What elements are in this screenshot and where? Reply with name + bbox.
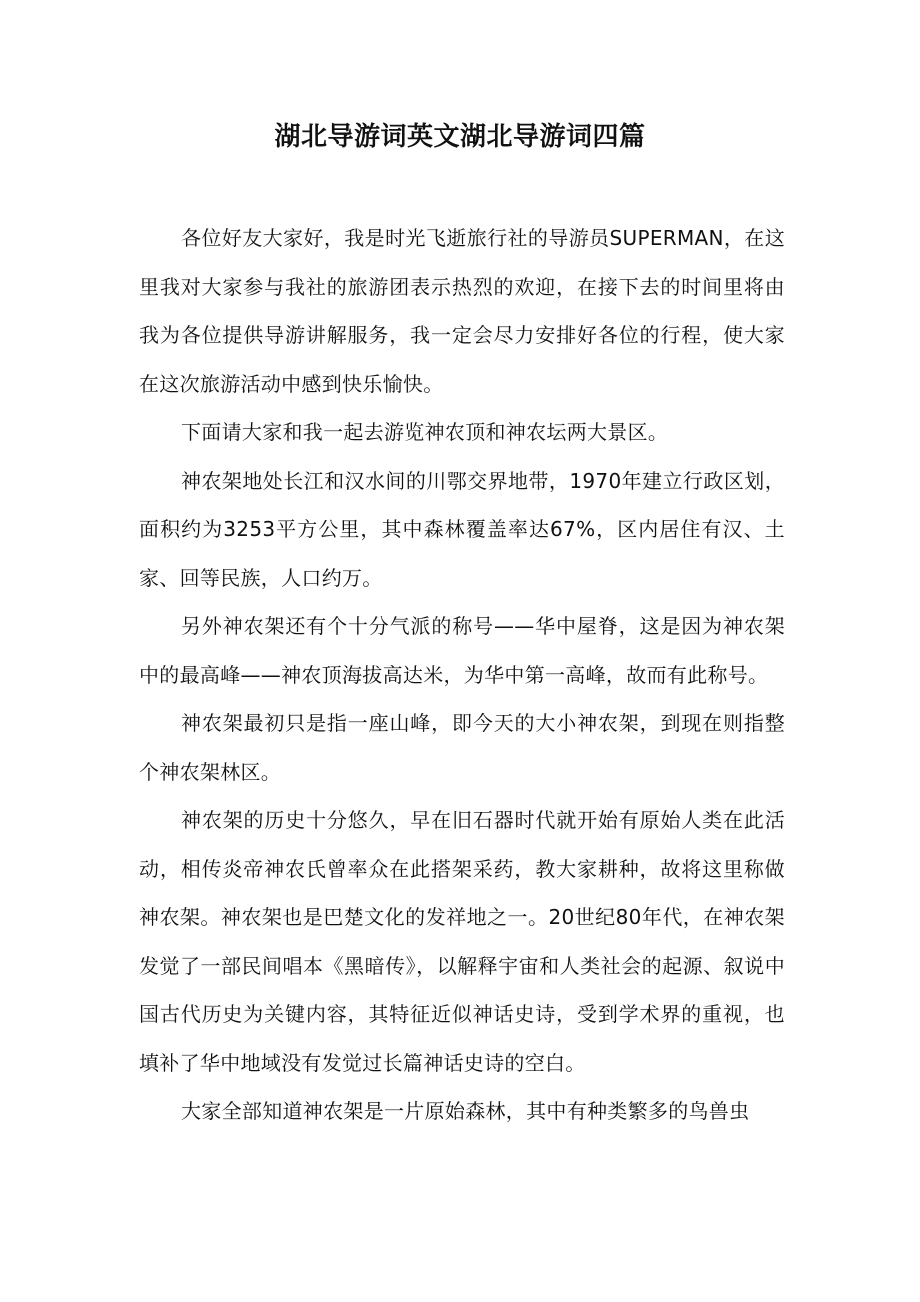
- document-body: [139, 214, 785, 1136]
- paragraph-6: 神农架的历史十分悠久，早在旧石器时代就开始有原始人类在此活动，相传炎帝神农氏曾率众在此搭架采药，教大家耕种，故将这里称做神农架。神农架也是巴楚文化的发祥地之一。20世纪80年代，在神农架发觉了一部民间唱本《黑暗传》，以解释宇宙和人类社会的起源、叙说中国古代历史为关键内容，其特征近似神话史诗，受到学术界的重视，也填补了华中地域没有发觉过长篇神话史诗的空白。: [139, 808, 785, 1075]
- paragraph-3: 神农架地处长江和汉水间的川鄂交界地带，1970年建立行政区划，面积约为3253平方公里，其中森林覆盖率达67%，区内居住有汉、土家、回等民族，人口约万。: [139, 468, 785, 590]
- paragraph-5: 神农架最初只是指一座山峰，即今天的大小神农架，到现在则指整个神农架林区。: [139, 711, 785, 784]
- paragraph-4: 另外神农架还有个十分气派的称号——华中屋脊，这是因为神农架中的最高峰——神农顶海拔高达米，为华中第一高峰，故而有此称号。: [139, 614, 785, 687]
- paragraph-7: 大家全部知道神农架是一片原始森林，其中有种类繁多的鸟兽虫: [181, 1099, 750, 1123]
- paragraph-1: 各位好友大家好，我是时光飞逝旅行社的导游员SUPERMAN，在这里我对大家参与我社的旅游团表示热烈的欢迎，在接下去的时间里将由我为各位提供导游讲解服务，我一定会尽力安排好各位的行程，使大家在这次旅游活动中感到快乐愉快。: [139, 226, 785, 396]
- paragraph-2: 下面请大家和我一起去游览神农顶和神农坛两大景区。: [181, 420, 669, 444]
- page-title: 湖北导游词英文湖北导游词四篇: [274, 122, 646, 152]
